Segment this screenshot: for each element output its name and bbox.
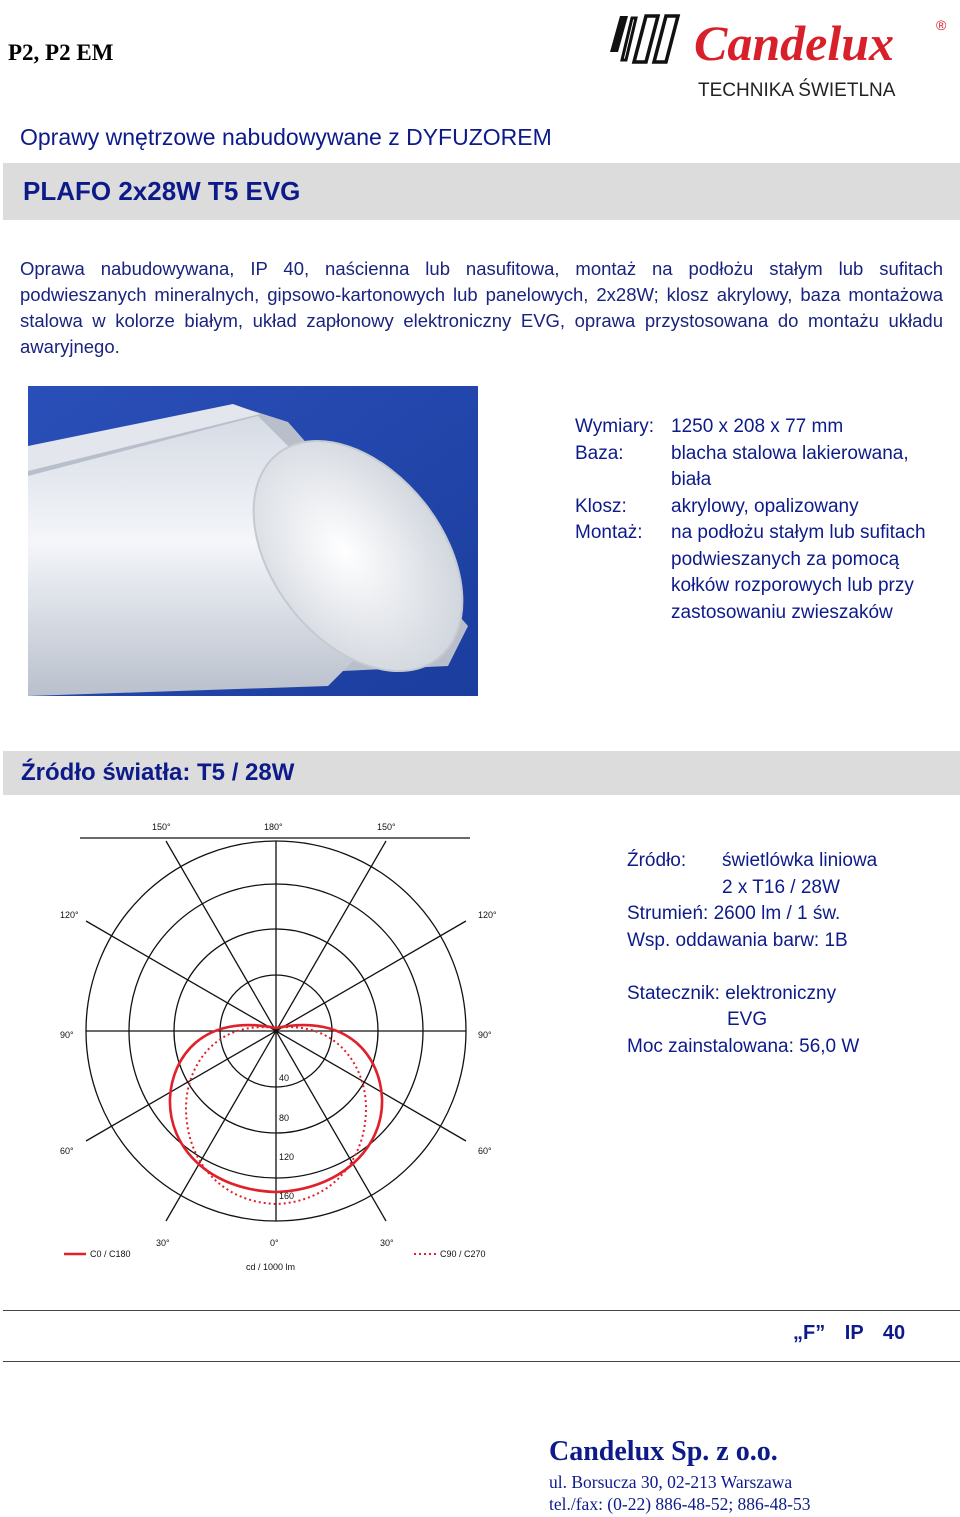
light-source-info <box>627 848 877 1060</box>
spec-value: na podłożu stałym lub sufitach <box>671 522 926 543</box>
luminous-flux: Strumień: 2600 lm / 1 św. <box>627 903 841 924</box>
angle-label: 120° <box>60 910 79 920</box>
color-rendering: Wsp. oddawania barw: 1B <box>627 929 848 951</box>
source-value: świetlówka liniowa <box>722 850 878 871</box>
source-value-2: 2 x T16 / 28W <box>722 876 840 898</box>
category-subtitle: Oprawy wnętrzowe nabudowywane z DYFUZOREM <box>20 124 552 150</box>
angle-label: 120° <box>478 910 497 920</box>
product-code: P2, P2 EM <box>8 40 114 65</box>
spec-row-base <box>575 441 926 468</box>
classification-marks: „F” IP 40 <box>793 1322 906 1344</box>
angle-label: 180° <box>264 822 283 832</box>
angle-label: 60° <box>478 1146 492 1156</box>
company-phone: tel./fax: (0-22) 886-48-52; 886-48-53 <box>549 1494 811 1514</box>
spec-value: biała <box>671 469 712 490</box>
spec-label: Montaż: <box>575 522 643 543</box>
divider <box>3 1361 960 1362</box>
spec-label: Wymiary: <box>575 416 654 437</box>
product-title-band <box>3 163 960 220</box>
product-description: Oprawa nabudowywana, IP 40, naścienna lub nasufitowa, montaż na podłożu stałym lub sufitach podwieszanych mineralnych, gipsowo-kartonowych lub panelowych, 2x28W; klosz akrylowy, baza montażowa stalowa w kolorze białym, układ zapłonowy elektroniczny EVG, oprawa przystosowana do montażu układu awaryjnego. <box>20 258 943 357</box>
brand-name: Candelux <box>694 15 895 71</box>
spec-row-mounting <box>575 520 926 547</box>
legend-label: C90 / C270 <box>440 1249 486 1259</box>
product-photo <box>28 386 478 696</box>
radial-label: 120 <box>279 1152 295 1162</box>
spec-value: blacha stalowa lakierowana, <box>671 442 909 464</box>
source-label: Źródło: <box>627 850 687 871</box>
divider <box>3 1310 960 1311</box>
unit-label: cd / 1000 lm <box>246 1262 296 1272</box>
spec-value: 1250 x 208 x 77 mm <box>671 416 844 437</box>
spec-value: podwieszanych za pomocą <box>671 548 900 570</box>
registered-mark: ® <box>936 17 947 33</box>
radial-label: 80 <box>279 1113 290 1123</box>
logo-mark-icon <box>610 16 678 62</box>
radial-label: 160 <box>279 1191 295 1201</box>
angle-label: 90° <box>478 1030 492 1040</box>
angle-label: 30° <box>380 1238 394 1248</box>
angle-label: 90° <box>60 1030 74 1040</box>
company-address: ul. Borsucza 30, 02-213 Warszawa <box>549 1472 793 1492</box>
angle-label: 150° <box>377 822 396 832</box>
product-title: PLAFO 2x28W T5 EVG <box>23 176 301 206</box>
radial-label: 40 <box>279 1073 290 1083</box>
installed-power: Moc zainstalowana: 56,0 W <box>627 1035 860 1057</box>
brand-tagline: TECHNIKA ŚWIETLNA <box>698 80 896 101</box>
ballast: Statecznik: elektroniczny <box>627 982 837 1004</box>
angle-label: 30° <box>156 1238 170 1248</box>
angle-label: 0° <box>270 1238 279 1248</box>
company-contact <box>549 1471 810 1515</box>
company-name: Candelux Sp. z o.o. <box>549 1436 778 1467</box>
spec-value: akrylowy, opalizowany <box>671 495 859 517</box>
spec-value: zastosowaniu zwieszaków <box>671 601 893 623</box>
light-source-heading: Źródło światła: T5 / 28W <box>21 759 295 786</box>
ballast-type: EVG <box>727 1009 768 1030</box>
spec-value: kołków rozporowych lub przy <box>671 575 914 596</box>
angle-label: 150° <box>152 822 171 832</box>
light-source-band <box>3 751 960 795</box>
spec-label: Baza: <box>575 442 624 464</box>
spec-row-dimensions <box>575 414 926 441</box>
legend-label: C0 / C180 <box>90 1249 131 1259</box>
polar-distribution-diagram <box>50 808 500 1278</box>
spec-row-diffuser <box>575 494 926 521</box>
spec-label: Klosz: <box>575 495 627 517</box>
angle-label: 60° <box>60 1146 74 1156</box>
candelux-logo <box>598 6 958 102</box>
spec-list <box>575 414 926 626</box>
polar-grid <box>80 838 470 1221</box>
